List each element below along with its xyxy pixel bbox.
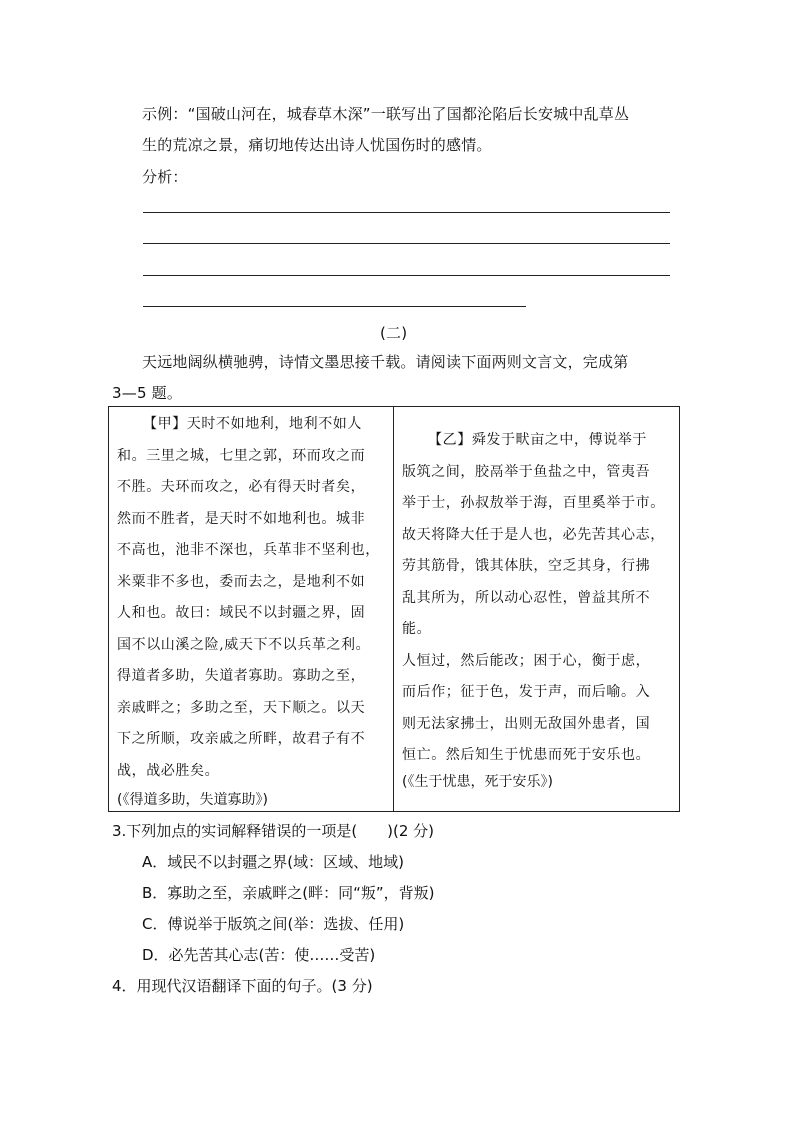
question-3-choice-b[interactable]: B．寡助之至，亲戚畔之(畔：同“叛”，背叛) bbox=[142, 884, 435, 902]
jia-line: 不胜。夫环而攻之，必有得天时者矣， bbox=[117, 479, 366, 495]
yi-line: 版筑之间，胶鬲举于鱼盐之中，管夷吾 bbox=[402, 463, 651, 480]
passage-jia bbox=[117, 409, 380, 787]
section-intro-line-1: 天远地阔纵横驰骋，诗情文墨思接千载。请阅读下面两则文言文，完成第 bbox=[142, 353, 629, 371]
section-intro-line-2: 3—5 题。 bbox=[112, 384, 183, 402]
yi-line: 劳其筋骨，饿其体肤，空乏其身，行拂 bbox=[402, 558, 651, 574]
passage-jia-source: (《得道多助，失道寡助》) bbox=[117, 792, 268, 808]
yi-line: 【乙】舜发于畎亩之中，傅说举于 bbox=[428, 432, 647, 448]
yi-line: 能。 bbox=[402, 621, 432, 637]
question-3-title: 3.下列加点的实词解释错误的一项是( )(2 分) bbox=[112, 822, 435, 840]
jia-line: 【甲】天时不如地利，地利不如人 bbox=[143, 416, 362, 432]
example-line-1: 示例：“国破山河在，城春草木深”一联写出了国都沦陷后长安城中乱草丛 bbox=[142, 105, 630, 123]
answer-line-4[interactable] bbox=[143, 306, 526, 307]
yi-line: 恒亡。然后知生于忧患而死于安乐也。 bbox=[402, 747, 651, 763]
yi-line: 而后作；征于色，发于声，而后喻。入 bbox=[402, 684, 651, 700]
table-divider bbox=[393, 407, 394, 811]
jia-line: 战，战必胜矣。 bbox=[117, 762, 220, 779]
yi-line: 人恒过，然后能改；困于心，衡于虑， bbox=[402, 652, 651, 669]
passage-yi bbox=[402, 425, 665, 772]
jia-line: 亲戚畔之；多助之至，天下顺之。以天 bbox=[117, 699, 366, 716]
jia-line: 国不以山溪之险,威天下不以兵革之利。 bbox=[117, 636, 371, 653]
answer-line-2[interactable] bbox=[143, 243, 670, 244]
jia-line: 然而不胜者，是天时不如地利也。城非 bbox=[117, 510, 366, 527]
jia-line: 米粟非不多也，委而去之，是地利不如 bbox=[117, 573, 366, 590]
jia-line: 人和也。故曰：域民不以封疆之界，固 bbox=[117, 605, 366, 621]
analysis-label: 分析： bbox=[142, 168, 188, 186]
answer-line-1[interactable] bbox=[143, 212, 670, 213]
yi-line: 故天将降大任于是人也，必先苦其心志， bbox=[402, 526, 665, 543]
jia-line: 和。三里之城，七里之郭，环而攻之而 bbox=[117, 447, 366, 464]
jia-line: 不高也，池非不深也，兵革非不坚利也， bbox=[117, 542, 380, 558]
yi-line: 乱其所为，所以动心忍性，曾益其所不 bbox=[402, 589, 651, 606]
answer-line-3[interactable] bbox=[143, 275, 670, 276]
question-4-title: 4．用现代汉语翻译下面的句子。(3 分) bbox=[112, 977, 373, 995]
example-line-2: 生的荒凉之景，痛切地传达出诗人忧国伤时的感情。 bbox=[142, 136, 492, 154]
question-3-choice-c[interactable]: C．傅说举于版筑之间(举：选拔、任用) bbox=[142, 915, 405, 933]
section-heading: (二) bbox=[380, 324, 408, 342]
yi-line: 举于士，孙叔敖举于海，百里奚举于市。 bbox=[402, 495, 665, 511]
question-3-choice-d[interactable]: D．必先苦其心志(苦：使……受苦) bbox=[142, 946, 376, 964]
passage-yi-source: (《生于忧患，死于安乐》) bbox=[402, 774, 553, 790]
jia-line: 下之所顺，攻亲戚之所畔，故君子有不 bbox=[117, 731, 366, 747]
passage-table bbox=[108, 406, 680, 812]
question-3-choice-a[interactable]: A．域民不以封疆之界(域：区域、地域) bbox=[142, 853, 404, 871]
jia-line: 得道者多助，失道者寡助。寡助之至， bbox=[117, 668, 366, 684]
yi-line: 则无法家拂士，出则无敌国外患者，国 bbox=[402, 715, 651, 732]
